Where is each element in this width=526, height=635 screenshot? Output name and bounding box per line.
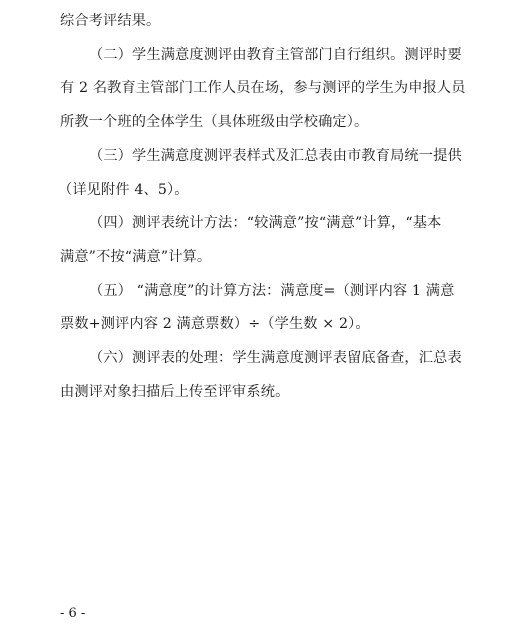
text-line-12: 由测评对象扫描后上传至评审系统。: [60, 384, 290, 400]
text-line-4: 所教一个班的全体学生（具体班级由学校确定）。: [60, 114, 369, 130]
text-line-9: （五） “满意度”的计算方法：满意度=（测评内容 1 满意: [89, 283, 455, 299]
text-line-8: 满意”不按“满意”计算。: [60, 249, 212, 265]
text-line-5: （三）学生满意度测评表样式及汇总表由市教育局统一提供: [89, 148, 462, 164]
text-line-2: （二）学生满意度测评由教育主管部门自行组织。测评时要: [89, 47, 462, 63]
page-number: - 6 -: [60, 606, 86, 621]
text-line-3: 有 2 名教育主管部门工作人员在场，参与测评的学生为申报人员: [60, 80, 466, 96]
text-line-10: 票数+测评内容 2 满意票数）÷（学生数 × 2）。: [60, 316, 370, 332]
text-line-11: （六）测评表的处理：学生满意度测评表留底备查，汇总表: [89, 350, 462, 366]
text-line-6: （详见附件 4、5）。: [58, 182, 189, 198]
text-line-1: 综合考评结果。: [60, 13, 161, 29]
text-line-7: （四）测评表统计方法：“较满意”按“满意”计算，“基本: [89, 215, 442, 231]
